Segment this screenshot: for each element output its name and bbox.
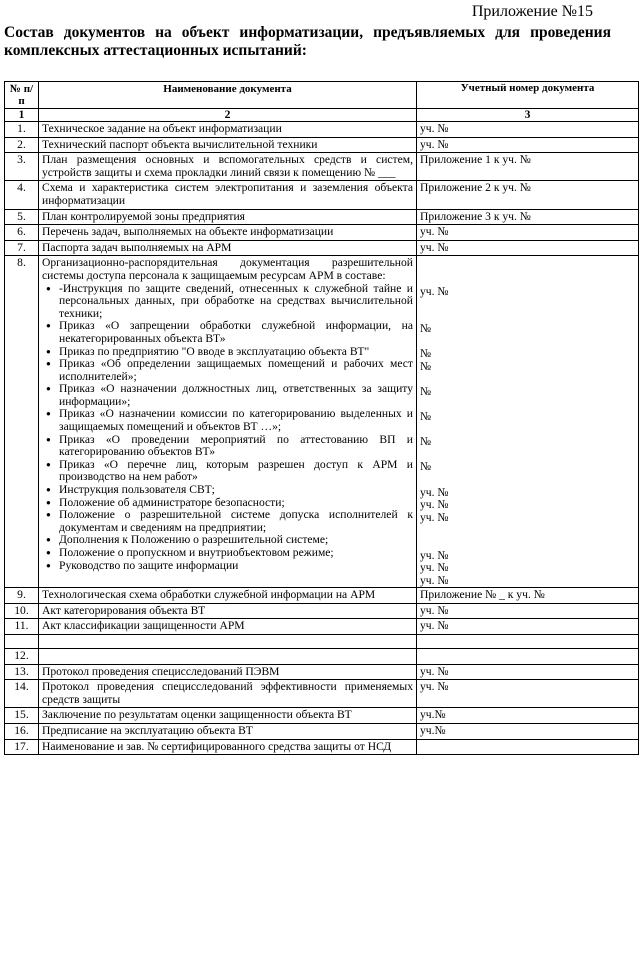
- list-item-text: Приказ «О проведении мероприятий по аттестованию ВП и категорированию объектов ВТ»: [59, 432, 413, 459]
- row-number: 7.: [5, 240, 39, 256]
- header-num: № п/п: [5, 82, 39, 109]
- sub-account-number: №: [420, 435, 432, 449]
- row-account-number: Приложение 1 к уч. №: [417, 153, 639, 181]
- table-row: [5, 181, 639, 209]
- table-row: [5, 680, 639, 708]
- row-document-name: Перечень задач, выполняемых на объекте информатизации: [39, 225, 417, 241]
- list-item: [46, 319, 413, 345]
- list-item-text: Дополнения к Положению о разрешительной системе;: [59, 533, 329, 547]
- table-row: [5, 739, 639, 755]
- row-document-name: Акт категорирования объекта ВТ: [39, 603, 417, 619]
- bullet-icon: ●: [46, 283, 51, 293]
- table-row: [5, 256, 639, 588]
- table-row: [5, 634, 639, 648]
- table-row: [5, 708, 639, 724]
- row-account-number: уч.№: [417, 723, 639, 739]
- index-cell-1: 1: [5, 109, 39, 122]
- row-number: 8.: [5, 256, 39, 588]
- row-document-name: Заключение по результатам оценки защищенности объекта ВТ: [39, 708, 417, 724]
- row-number: 16.: [5, 723, 39, 739]
- row-document-name: Техническое задание на объект информатизации: [39, 122, 417, 138]
- row-number: 15.: [5, 708, 39, 724]
- row-account-number: уч. №: [417, 225, 639, 241]
- sub-account-number: №: [420, 409, 432, 423]
- sub-account-number: уч. №: [420, 498, 449, 512]
- row-account-number: Приложение 3 к уч. №: [417, 209, 639, 225]
- header-account: Учетный номер документа: [417, 82, 639, 109]
- header-name: Наименование документа: [39, 82, 417, 109]
- table-row: [5, 240, 639, 256]
- row-document-name: Протокол проведения специсследований ПЭВМ: [39, 664, 417, 680]
- table-row: [5, 603, 639, 619]
- list-item: [46, 357, 413, 383]
- list-item-text: Инструкция пользователя СВТ;: [59, 483, 215, 497]
- bullet-icon: ●: [46, 510, 51, 520]
- list-item-text: -Инструкция по защите сведений, отнесенных к служебной тайне и персональных данных, при обработке на средствах вычислительной техники;: [59, 281, 413, 320]
- list-item-text: Положение о пропускном и внутриобъектовом режиме;: [59, 546, 334, 559]
- row-number: 5.: [5, 209, 39, 225]
- sub-account-number: №: [420, 460, 432, 474]
- sub-account-number: уч. №: [420, 485, 449, 499]
- row-document-name: Предписание на эксплуатацию объекта ВТ: [39, 723, 417, 739]
- list-item-text: Приказ «О назначении должностных лиц, ответственных за защиту информации»;: [59, 382, 413, 408]
- list-item: [46, 508, 413, 534]
- row-account-number: уч. №: [417, 619, 639, 635]
- row-account-number: [417, 648, 639, 664]
- row-document-name: [39, 648, 417, 664]
- table-row: [5, 723, 639, 739]
- bullet-icon: ●: [46, 535, 51, 545]
- row-number: 4.: [5, 181, 39, 209]
- row-number: 12.: [5, 648, 39, 664]
- row-number: 9.: [5, 588, 39, 604]
- sub-account-number: №: [420, 384, 432, 398]
- row-account-number: уч. №: [417, 137, 639, 153]
- table-row: [5, 122, 639, 138]
- list-item: [46, 281, 413, 321]
- table-row: [5, 619, 639, 635]
- row-account-number: Приложение № _ к уч. №: [417, 588, 639, 604]
- table-row: [5, 664, 639, 680]
- table-row: [5, 209, 639, 225]
- table-row: [5, 648, 639, 664]
- header-row: [5, 82, 639, 109]
- row-document-name: Протокол проведения специсследований эффективности применяемых средств защиты: [39, 680, 417, 708]
- sub-account-number: уч. №: [420, 573, 449, 587]
- list-item-text: Приказ по предприятию "О вводе в эксплуатацию объекта ВТ": [59, 344, 370, 358]
- row-account-number: уч. №: [417, 240, 639, 256]
- sub-account-number: №: [420, 347, 432, 360]
- row-number: 3.: [5, 153, 39, 181]
- list-item: [46, 558, 413, 573]
- bullet-icon: ●: [46, 485, 51, 495]
- row-document-name: Технологическая схема обработки служебной информации на АРМ: [39, 588, 417, 604]
- row-account-number: Приложение 2 к уч. №: [417, 181, 639, 209]
- list-item-text: Положение о разрешительной системе допуска исполнителей к документам и сведениям на предприятии;: [59, 508, 413, 534]
- sub-account-number: уч. №: [420, 285, 449, 299]
- list-item-text: Приказ «О перечне лиц, которым разрешен доступ к АРМ и производство на нем работ»: [59, 457, 413, 484]
- sub-document-list: [42, 283, 413, 573]
- bullet-icon: ●: [46, 497, 51, 507]
- sub-account-number: уч. №: [420, 510, 449, 524]
- row-number: 13.: [5, 664, 39, 680]
- list-item-text: Приказ «О запрещении обработки служебной информации, на некатегорированных объекта ВТ»: [59, 319, 413, 345]
- row-document-name: Паспорта задач выполняемых на АРМ: [39, 240, 417, 256]
- row-document-name: [39, 634, 417, 648]
- bullet-icon: ●: [46, 548, 51, 557]
- bullet-icon: ●: [46, 321, 51, 331]
- row-number: 17.: [5, 739, 39, 755]
- index-cell-2: 2: [39, 109, 417, 122]
- bullet-icon: ●: [46, 346, 51, 356]
- bullet-icon: ●: [46, 359, 51, 369]
- row-number: 11.: [5, 619, 39, 635]
- table-row: [5, 588, 639, 604]
- row-number: [5, 634, 39, 648]
- list-item: [46, 407, 413, 434]
- row-number: 10.: [5, 603, 39, 619]
- index-row: [5, 109, 639, 122]
- sub-account-number: уч. №: [420, 561, 449, 575]
- row-document-name: План контролируемой зоны предприятия: [39, 209, 417, 225]
- row-account-number: [417, 634, 639, 648]
- table-row: [5, 225, 639, 241]
- list-item-text: Приказ «О назначении комиссии по категорированию выделенных и защищаемых помещений и объектов ВТ …»;: [59, 407, 413, 434]
- list-item: [46, 457, 413, 484]
- row-number: 1.: [5, 122, 39, 138]
- row-account-number: уч. №: [417, 122, 639, 138]
- row-document-name: [39, 256, 417, 588]
- row-document-name: Технический паспорт объекта вычислительной техники: [39, 137, 417, 153]
- row-account-number: [417, 739, 639, 755]
- row-number: 2.: [5, 137, 39, 153]
- bullet-icon: ●: [46, 560, 51, 570]
- list-item-text: Приказ «Об определении защищаемых помещений и рабочих мест исполнителей»;: [59, 357, 413, 383]
- row-intro: Организационно-распорядительная документация разрешительной системы доступа персонала к защищаемым ресурсам АРМ в составе:: [42, 256, 413, 282]
- sub-account-number: №: [420, 359, 432, 373]
- row-number: 6.: [5, 225, 39, 241]
- documents-table: [4, 81, 639, 755]
- list-item: [46, 382, 413, 408]
- page-title: Состав документов на объект информатизации, предъявляемых для проведения комплексных аттестационных испытаний:: [4, 24, 611, 59]
- sub-account-number: №: [420, 321, 432, 335]
- row-account-number: уч. №: [417, 664, 639, 680]
- index-cell-3: 3: [417, 109, 639, 122]
- appendix-label: Приложение №15: [471, 3, 593, 20]
- bullet-icon: ●: [46, 434, 51, 444]
- row-number: 14.: [5, 680, 39, 708]
- sub-account-number: уч. №: [420, 548, 449, 562]
- row-document-name: Схема и характеристика систем электропитания и заземления объекта информатизации: [39, 181, 417, 209]
- bullet-icon: ●: [46, 459, 51, 469]
- list-item: [46, 432, 413, 459]
- row-document-name: План размещения основных и вспомогательных средств и систем, устройств защиты и схема прокладки линий связи к помещению № ___: [39, 153, 417, 181]
- row-document-name: Наименование и зав. № сертифицированного средства защиты от НСД: [39, 739, 417, 755]
- row-account-number: уч. №: [417, 680, 639, 708]
- row-account-number: уч. №: [417, 603, 639, 619]
- list-item-text: Положение об администраторе безопасности;: [59, 495, 285, 509]
- row-account-number: уч.№: [417, 708, 639, 724]
- bullet-icon: ●: [46, 409, 51, 419]
- bullet-icon: ●: [46, 384, 51, 394]
- row-account-number: [417, 256, 639, 588]
- row-document-name: Акт классификации защищенности АРМ: [39, 619, 417, 635]
- table-row: [5, 153, 639, 181]
- list-item-text: Руководство по защите информации: [59, 558, 239, 572]
- table-row: [5, 137, 639, 153]
